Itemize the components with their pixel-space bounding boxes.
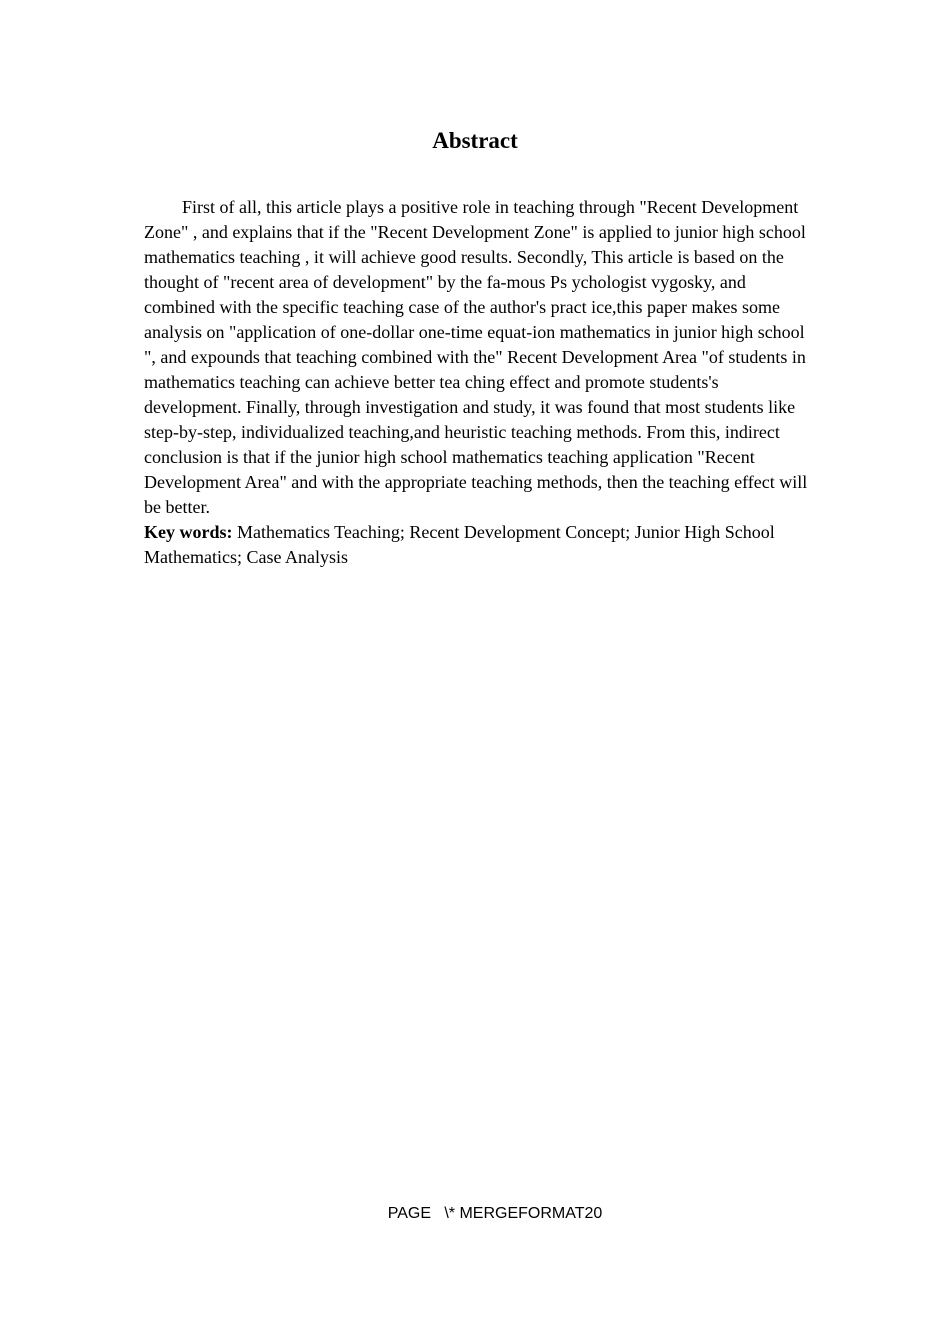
- keywords-line: [144, 520, 808, 570]
- page-number-field: PAGE \* MERGEFORMAT20: [387, 1205, 603, 1222]
- abstract-paragraph: First of all, this article plays a positive role in teaching through "Recent Development Zone" , and explains that if the "Recent Development Zone" is applied to junior high school mathematics teaching , it will achieve good results. Secondly, This article is based on the thought of "recent area of development" by the fa-mous Ps ychologist vygosky, and combined with the specific teaching case of the author's pract ice,this paper makes some analysis on "application of one-dollar one-time equat-ion mathematics in junior high school ", and expounds that teaching combined with the" Recent Development Area "of students in mathematics teaching can achieve better tea ching effect and promote students's development. Finally, through investigation and study, it was found that most students like step-by-step, individualized teaching,and heuristic teaching methods. From this, indirect conclusion is that if the junior high school mathematics teaching application "Recent Development Area" and with the appropriate teaching methods, then the teaching effect will be better.: [144, 197, 808, 517]
- abstract-body: [144, 195, 808, 570]
- keywords-label: Key words:: [144, 522, 233, 542]
- keywords-text: Mathematics Teaching; Recent Development Concept; Junior High School Mathematics; Case Analysis: [144, 522, 775, 567]
- abstract-title: Abstract: [432, 128, 518, 153]
